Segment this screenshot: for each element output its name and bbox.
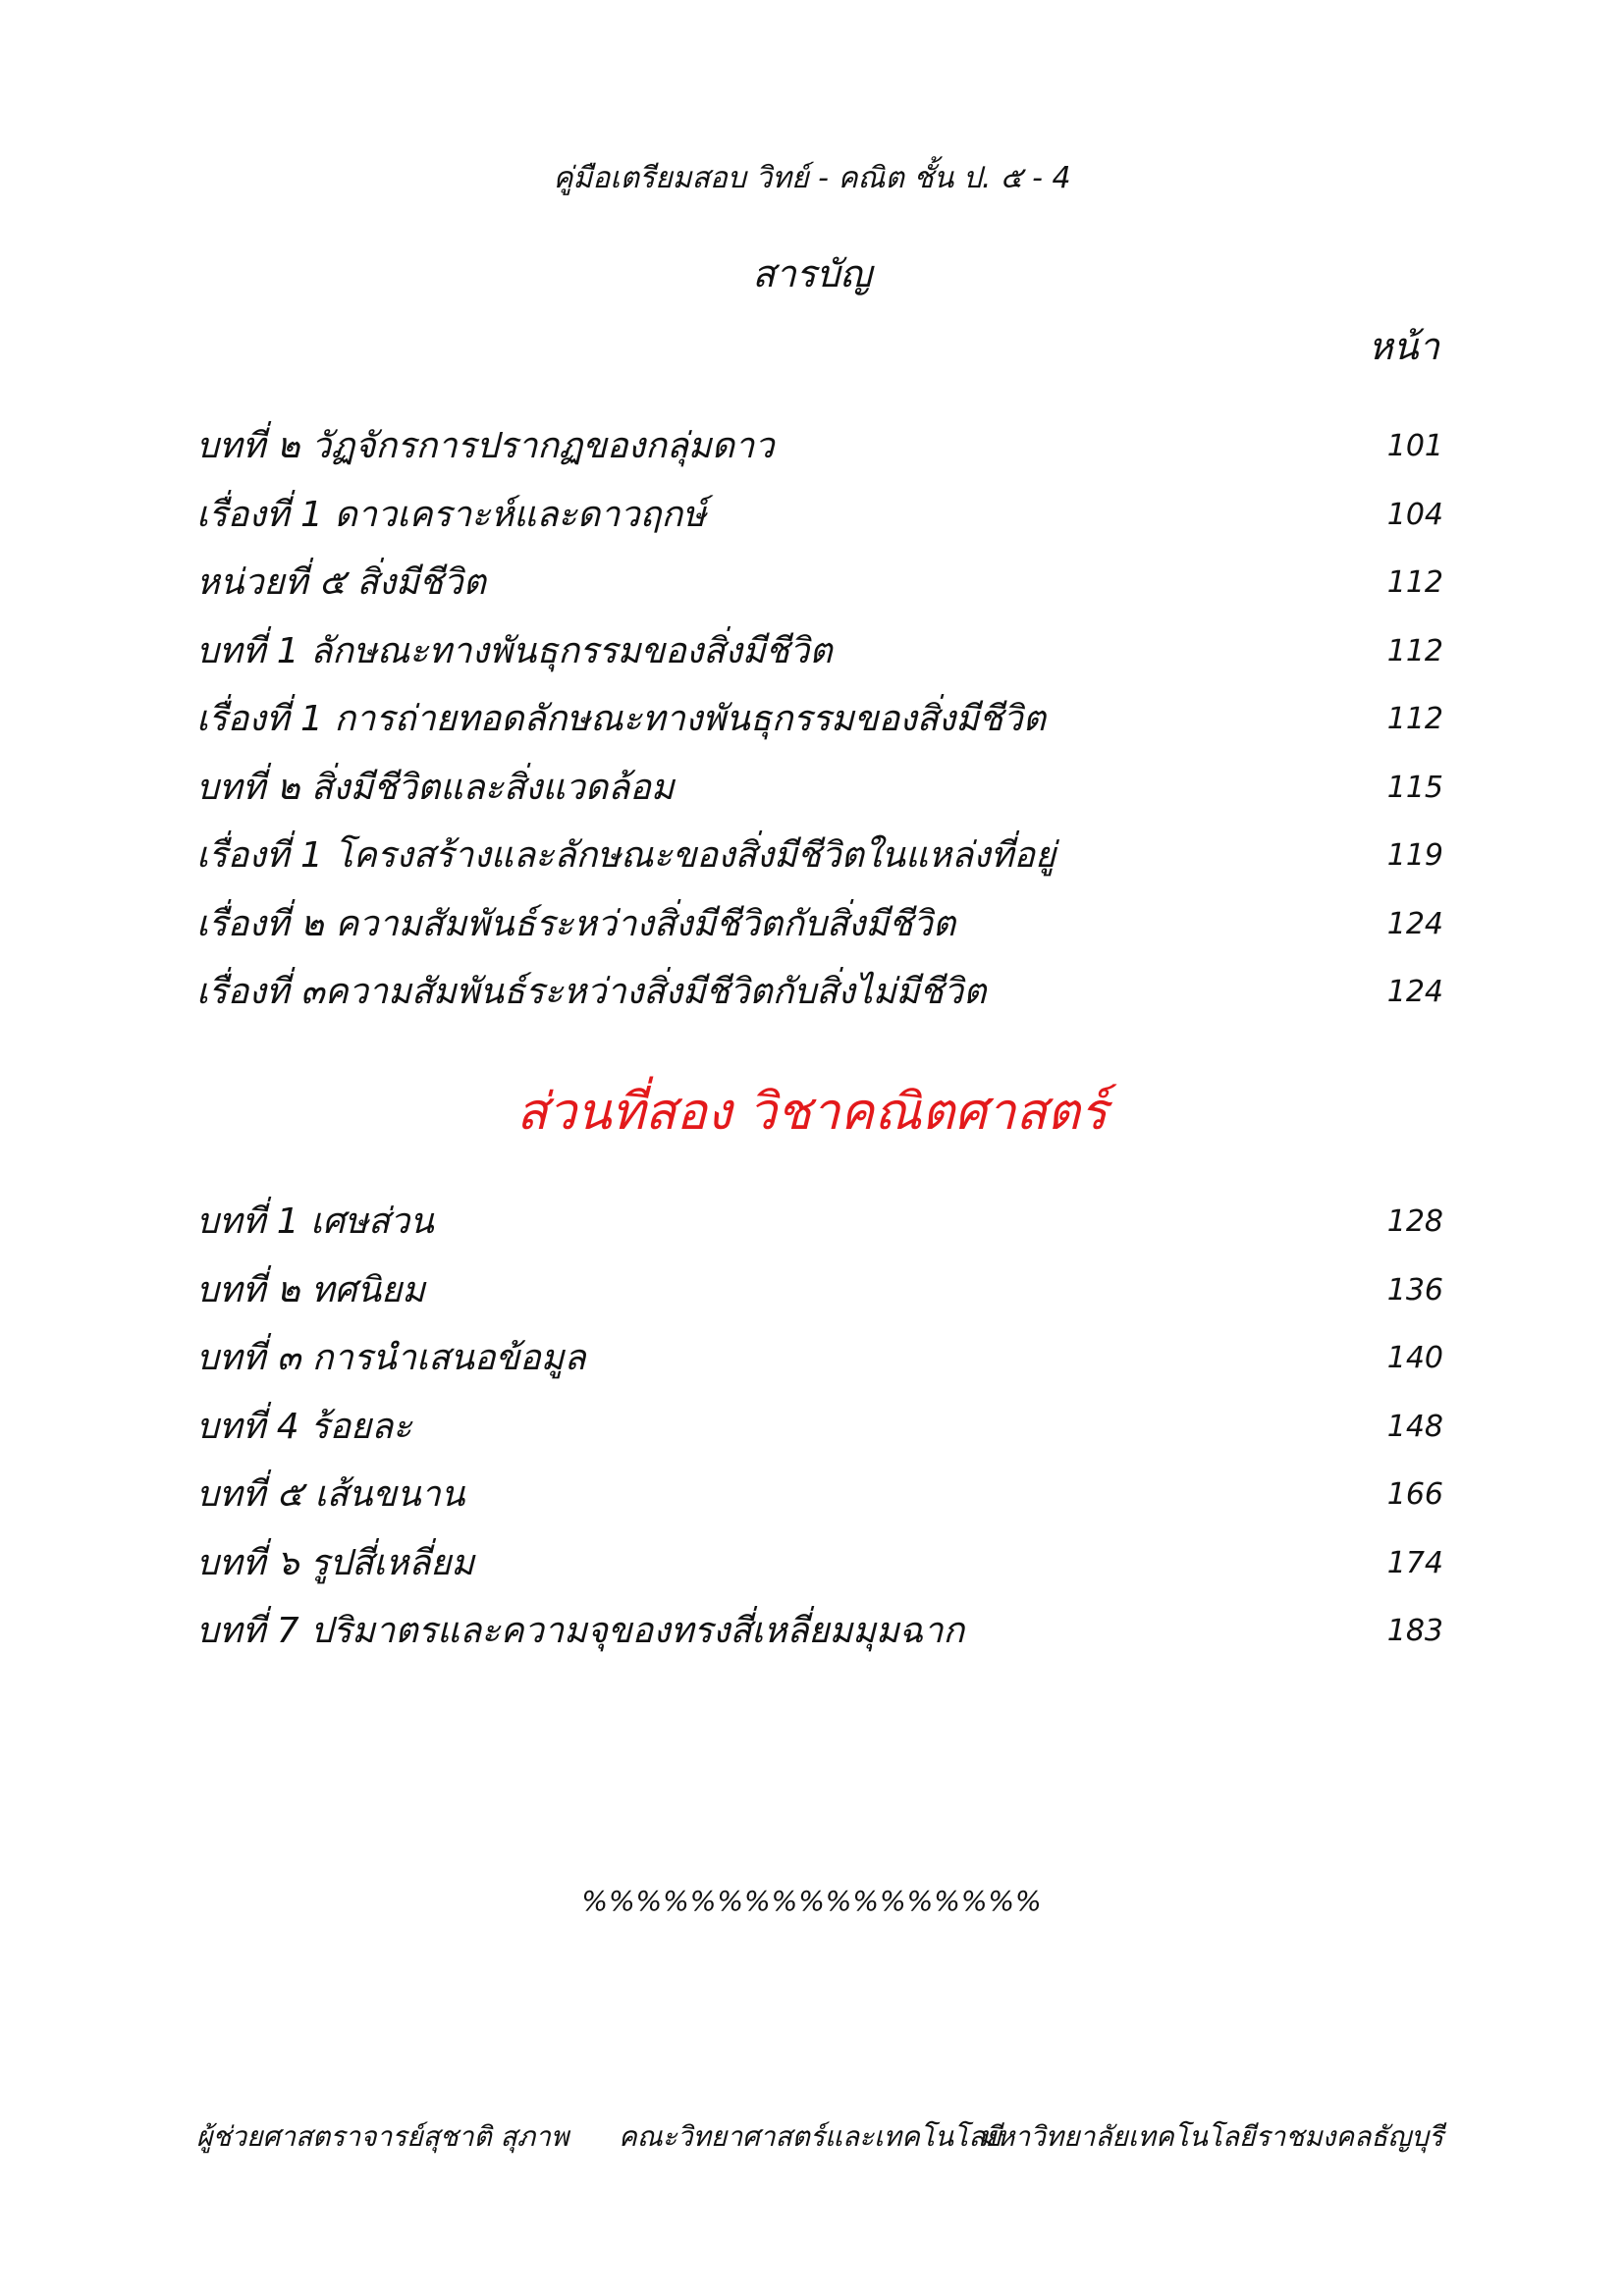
toc-row <box>196 958 1443 1027</box>
toc-row <box>196 1529 1443 1598</box>
toc-label: บทที่ ๒ สิ่งมีชีวิตและสิ่งแวดล้อม <box>196 767 675 808</box>
toc-row <box>196 685 1443 754</box>
section-divider: %%%%%%%%%%%%%%%%% <box>581 1885 1043 1917</box>
toc-page-number: 101 <box>1386 429 1443 463</box>
toc-page-number: 174 <box>1386 1545 1443 1580</box>
page-column-label: หน้า <box>1368 325 1439 368</box>
toc-row <box>196 1188 1443 1256</box>
toc-row <box>196 481 1443 550</box>
toc-page-number: 136 <box>1386 1272 1443 1308</box>
toc-page-number: 112 <box>1386 633 1443 668</box>
toc-page-number: 183 <box>1386 1614 1443 1648</box>
footer-university: มหาวิทยาลัยเทคโนโลยีราชมงคลธัญบุรี <box>978 2120 1443 2153</box>
toc-label: บทที่ 7 ปริมาตรและความจุของทรงสี่เหลี่ยมมุมฉาก <box>196 1611 965 1651</box>
toc-row <box>196 754 1443 823</box>
toc-row <box>196 1597 1443 1666</box>
toc-label: บทที่ ๒ ทศนิยม <box>196 1269 425 1310</box>
toc-row <box>196 617 1443 686</box>
toc-page-number: 119 <box>1386 838 1443 873</box>
section-heading: ส่วนที่สอง วิชาคณิตศาสตร์ <box>516 1083 1108 1142</box>
toc-page-number: 112 <box>1386 702 1443 736</box>
toc-part-one <box>196 412 1443 1027</box>
toc-label: บทที่ ๕ เส้นขนาน <box>196 1474 465 1515</box>
toc-page-number: 124 <box>1386 906 1443 941</box>
toc-label: บทที่ 1 เศษส่วน <box>196 1201 434 1242</box>
toc-row <box>196 1461 1443 1529</box>
toc-label: บทที่ ๖ รูปสี่เหลี่ยม <box>196 1542 475 1583</box>
toc-page-number: 128 <box>1386 1204 1443 1239</box>
toc-label: เรื่องที่ ๒ ความสัมพันธ์ระหว่างสิ่งมีชีวิตกับสิ่งมีชีวิต <box>196 903 956 944</box>
toc-label: เรื่องที่ 1 โครงสร้างและลักษณะของสิ่งมีชีวิตในแหล่งที่อยู่ <box>196 835 1056 876</box>
footer-author: ผู้ช่วยศาสตราจารย์สุชาติ สุภาพ <box>196 2120 569 2153</box>
toc-page-number: 115 <box>1386 770 1443 805</box>
toc-page-number: 148 <box>1386 1409 1443 1444</box>
page-title: สารบัญ <box>752 252 872 295</box>
toc-label: หน่วยที่ ๕ สิ่งมีชีวิต <box>196 562 486 603</box>
toc-label: บทที่ 1 ลักษณะทางพันธุกรรมของสิ่งมีชีวิต <box>196 630 833 671</box>
toc-label: เรื่องที่ 1 การถ่ายทอดลักษณะทางพันธุกรรมของสิ่งมีชีวิต <box>196 699 1047 739</box>
toc-row <box>196 412 1443 481</box>
toc-page-number: 166 <box>1386 1477 1443 1512</box>
page-header: คู่มือเตรียมสอบ วิทย์ - คณิต ชั้น ป. ๕ - 4 <box>553 161 1071 195</box>
toc-row <box>196 1324 1443 1393</box>
toc-label: บทที่ 4 ร้อยละ <box>196 1406 412 1447</box>
toc-label: เรื่องที่ 1 ดาวเคราะห์และดาวฤกษ์ <box>196 494 706 535</box>
toc-label: บทที่ ๓ การนำเสนอข้อมูล <box>196 1338 586 1378</box>
toc-page-number: 124 <box>1386 975 1443 1009</box>
footer-faculty: คณะวิทยาศาสตร์และเทคโนโลยี <box>619 2120 1001 2153</box>
toc-part-two <box>196 1188 1443 1666</box>
toc-label: บทที่ ๒ วัฏจักรการปรากฏของกลุ่มดาว <box>196 426 775 466</box>
toc-page-number: 112 <box>1386 565 1443 600</box>
toc-page-number: 140 <box>1386 1341 1443 1375</box>
toc-row <box>196 890 1443 959</box>
toc-label: เรื่องที่ ๓ความสัมพันธ์ระหว่างสิ่งมีชีวิตกับสิ่งไม่มีชีวิต <box>196 972 987 1012</box>
toc-page-number: 104 <box>1386 497 1443 532</box>
toc-row <box>196 822 1443 890</box>
toc-row <box>196 1393 1443 1462</box>
toc-row <box>196 1256 1443 1325</box>
toc-row <box>196 549 1443 617</box>
